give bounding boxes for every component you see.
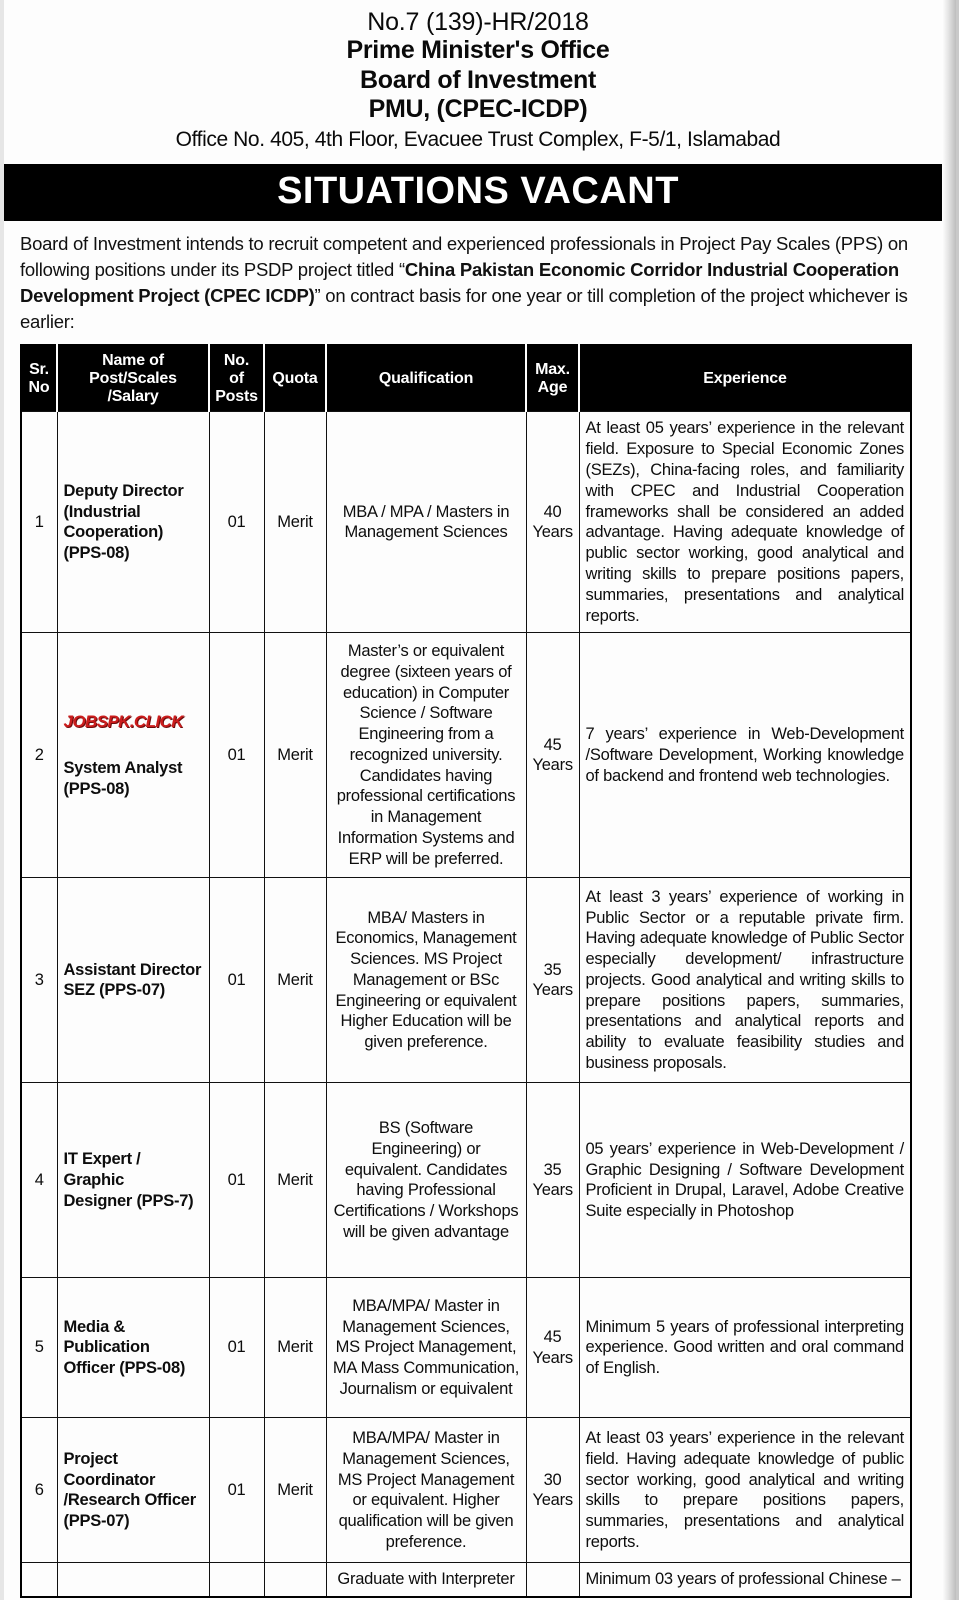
cell-sr-no: 5 <box>21 1278 57 1418</box>
cell-age-unit: Years <box>532 1491 573 1510</box>
jobs-table-body <box>21 412 911 1597</box>
post-name-line: Project <box>63 1449 118 1468</box>
cell-no-of-posts <box>209 1563 264 1597</box>
cell-sr-no: 2 <box>21 633 57 878</box>
intro-paragraph <box>0 221 956 344</box>
cell-no-of-posts: 01 <box>209 412 264 633</box>
cell-sr-no <box>21 1563 57 1597</box>
intro-part-2: ” on contract basis for one year or till completion of the project whichever is earlier: <box>20 285 908 333</box>
post-name-line: (Industrial <box>63 502 141 521</box>
column-header-sr-no: Sr. No <box>21 345 57 412</box>
cell-qualification: MBA/ Masters in Economics, Management Sciences. MS Project Management or BSc Engineering or equivalent Higher Education will be given preference. <box>326 878 526 1083</box>
post-name-line: (PPS-08) <box>63 544 130 563</box>
column-header-post: Name of Post/Scales /Salary <box>57 345 209 412</box>
column-header-quota: Quota <box>264 345 326 412</box>
organization-line-3: PMU, (CPEC-ICDP) <box>368 95 588 123</box>
cell-post-name <box>57 878 209 1083</box>
cell-quota: Merit <box>264 633 326 878</box>
document-header <box>0 0 956 158</box>
cell-sr-no: 6 <box>21 1418 57 1563</box>
table-row <box>21 1278 911 1418</box>
cell-age-number: 30 <box>543 1470 562 1489</box>
post-name-line: /Research Officer <box>63 1491 196 1510</box>
cell-age-unit: Years <box>532 523 573 542</box>
cell-experience: At least 05 years’ experience in the relevant field. Exposure to Special Economic Zones (SEZs), China-facing roles, and familiarity with CPEC and Industrial Cooperation frameworks shall be considered an added advantage. Having adequate knowledge of public sector working, good analytical and writing skills to prepare positions papers, summaries, presentations and analytical reports. <box>579 412 911 633</box>
post-name-line: IT Expert / <box>63 1150 141 1169</box>
column-header-no-of-posts: No. of Posts <box>209 345 264 412</box>
cell-experience: 05 years’ experience in Web-Development / Graphic Designing / Software Development Proficient in Drupal, Laravel, Adobe Creative Suite especially in Photoshop <box>579 1083 911 1278</box>
post-name-line: Officer (PPS-08) <box>63 1359 186 1378</box>
intro-part-1: Board of Investment intends to recruit competent and experienced professionals in Project Pay Scales (PPS) on following positions under its PSDP project titled “ <box>20 232 908 280</box>
cell-post-name <box>57 1563 209 1597</box>
cell-no-of-posts: 01 <box>209 633 264 878</box>
cell-age-number: 40 <box>543 502 562 521</box>
cell-age-number: 35 <box>543 960 562 979</box>
cell-sr-no: 1 <box>21 412 57 633</box>
cell-age-unit: Years <box>532 981 573 1000</box>
organization-line-1: Prime Minister's Office <box>346 36 610 64</box>
cell-no-of-posts: 01 <box>209 1278 264 1418</box>
cell-post-name <box>57 633 209 878</box>
table-header-row <box>21 345 911 412</box>
post-name-line: (PPS-08) <box>63 779 130 798</box>
cell-experience: 7 years’ experience in Web-Development /Software Development, Working knowledge of backend and frontend web technologies. <box>579 633 911 878</box>
post-name-line: Graphic <box>63 1170 125 1189</box>
cell-qualification: MBA / MPA / Masters in Management Sciences <box>326 412 526 633</box>
cell-sr-no: 4 <box>21 1083 57 1278</box>
jobs-table-head <box>21 345 911 412</box>
post-name-line: Media & <box>63 1317 126 1336</box>
cell-max-age <box>526 412 579 633</box>
cell-max-age <box>526 878 579 1083</box>
jobs-table <box>20 344 912 1598</box>
organization-line-2: Board of Investment <box>360 65 596 94</box>
cell-qualification: Master’s or equivalent degree (sixteen years of education) in Computer Science / Software Engineering from a recognized university. Candidates having professional certifications in Management Information Systems and ERP will be preferred. <box>326 633 526 878</box>
post-name-line: Cooperation) <box>63 523 164 542</box>
cell-max-age <box>526 1418 579 1563</box>
cell-qualification: BS (Software Engineering) or equivalent. Candidates having Professional Certifications / Workshops will be given advantage <box>326 1083 526 1278</box>
cell-age-unit: Years <box>532 1181 573 1200</box>
table-row <box>21 878 911 1083</box>
cell-quota: Merit <box>264 1418 326 1563</box>
table-row <box>21 412 911 633</box>
cell-experience: Minimum 03 years of professional Chinese – <box>579 1563 911 1597</box>
cell-post-name <box>57 1083 209 1278</box>
cell-age-number: 45 <box>543 1328 562 1346</box>
cell-quota: Merit <box>264 1083 326 1278</box>
cell-quota: Merit <box>264 1278 326 1418</box>
cell-no-of-posts: 01 <box>209 878 264 1083</box>
cell-quota: Merit <box>264 878 326 1083</box>
cell-no-of-posts: 01 <box>209 1083 264 1278</box>
cell-qualification: Graduate with Interpreter <box>326 1563 526 1597</box>
post-name-line: SEZ (PPS-07) <box>63 981 166 1000</box>
column-header-experience: Experience <box>579 345 911 412</box>
cell-quota: Merit <box>264 412 326 633</box>
table-row <box>21 1418 911 1563</box>
cell-qualification: MBA/MPA/ Master in Management Sciences, MS Project Management, MA Mass Communication, Journalism or equivalent <box>326 1278 526 1418</box>
cell-experience: Minimum 5 years of professional interpreting experience. Good written and oral command of English. <box>579 1278 911 1418</box>
cell-age-number: 45 <box>543 735 562 754</box>
cell-max-age <box>526 633 579 878</box>
cell-no-of-posts: 01 <box>209 1418 264 1563</box>
office-address: Office No. 405, 4th Floor, Evacuee Trust Complex, F-5/1, Islamabad <box>175 127 781 151</box>
cell-experience: At least 3 years’ experience of working in Public Sector or a reputable private firm. Having adequate knowledge of Public Sector especially development/ infrastructure projects. Good analytical and writing skills to prepare positions papers, summaries, presentations and analytical reports and ability to evaluate feasibility studies and business proposals. <box>579 878 911 1083</box>
table-row <box>21 1083 911 1278</box>
cell-age-unit: Years <box>532 1348 573 1367</box>
post-name-line: Assistant Director <box>63 960 202 979</box>
cell-age-number: 35 <box>543 1160 562 1179</box>
cell-quota <box>264 1563 326 1597</box>
post-name-line: Deputy Director <box>63 481 184 500</box>
cell-post-name <box>57 1278 209 1418</box>
reference-number: No.7 (139)-HR/2018 <box>367 8 589 36</box>
situations-vacant-banner: SITUATIONS VACANT <box>0 164 956 221</box>
cell-max-age <box>526 1083 579 1278</box>
jobs-table-wrapper <box>0 344 956 1598</box>
post-name-line: System Analyst <box>63 759 183 778</box>
cell-post-name <box>57 412 209 633</box>
column-header-qualification: Qualification <box>326 345 526 412</box>
cell-age-unit: Years <box>532 756 573 775</box>
post-name-line: Designer (PPS-7) <box>63 1191 194 1210</box>
table-row <box>21 633 911 878</box>
jobspk-watermark: JOBSPK.CLICK <box>63 711 183 731</box>
cell-max-age <box>526 1278 579 1418</box>
post-name-line: Publication <box>63 1338 150 1357</box>
cell-qualification: MBA/MPA/ Master in Management Sciences, MS Project Management or equivalent. Higher qualification will be given preference. <box>326 1418 526 1563</box>
cell-max-age <box>526 1563 579 1597</box>
cell-sr-no: 3 <box>21 878 57 1083</box>
post-name-line: (PPS-07) <box>63 1512 130 1531</box>
table-row <box>21 1563 911 1597</box>
intro-project-title: China Pakistan Economic Corridor Industrial Cooperation Development Project (CPEC ICDP) <box>20 258 899 307</box>
cell-post-name <box>57 1418 209 1563</box>
column-header-max-age: Max. Age <box>526 345 579 412</box>
post-name-line: Coordinator <box>63 1470 156 1489</box>
cell-experience: At least 03 years’ experience in the relevant field. Having adequate knowledge of public sector working, good analytical and writing skills to prepare positions papers, summaries, presentations and analytical reports. <box>579 1418 911 1563</box>
